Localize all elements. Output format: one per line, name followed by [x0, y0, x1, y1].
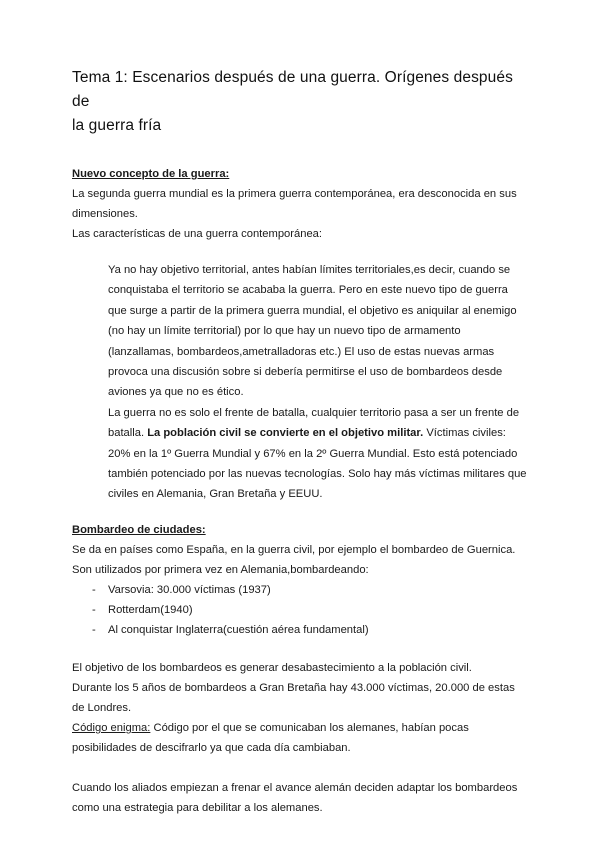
dash-bullet: - — [92, 603, 96, 616]
paragraph: Son utilizados por primera vez en Alemania,bombardeando: — [72, 563, 369, 576]
indented-paragraph — [108, 403, 528, 505]
bold-text: La población civil se convierte en el objetivo militar. — [147, 427, 424, 440]
paragraph: El objetivo de los bombardeos es generar desabastecimiento a la población civil. — [72, 661, 472, 674]
list-item — [92, 620, 528, 640]
paragraph: Cuando los aliados empiezan a frenar el avance alemán deciden adaptar los bombardeos como una estrategia para debilitar a los alemanes. — [72, 781, 518, 814]
list-item — [92, 600, 528, 620]
list-item-text: Al conquistar Inglaterra(cuestión aérea fundamental) — [108, 623, 369, 636]
paragraph: Las características de una guerra contemporánea: — [72, 228, 322, 240]
paragraph: La segunda guerra mundial es la primera guerra contemporánea, era desconocida en sus dimensiones. — [72, 188, 517, 220]
page-title — [72, 66, 528, 138]
section-heading-bombardeo: Bombardeo de ciudades: — [72, 523, 206, 536]
text-run: Código por el que se comunicaban los alemanes, habían pocas posibilidades de descifrarlo ya que cada día cambiaban. — [72, 721, 469, 754]
dash-list — [72, 580, 528, 640]
title-line-1: Tema 1: Escenarios después de una guerra. Orígenes después de — [72, 69, 513, 110]
text-run: Víctimas civiles: 20% en la 1º Guerra Mundial y 67% en la 2º Guerra Mundial. Esto está potenciado también potenciado por las nuevas tecnologías. Solo hay más víctimas militares que civiles en Alemania, Gran Bretaña y EEUU. — [108, 427, 527, 501]
list-item-text: Varsovia: 30.000 víctimas (1937) — [108, 583, 271, 596]
section-heading-nuevo-concepto: Nuevo concepto de la guerra: — [72, 168, 230, 180]
paragraph: Durante los 5 años de bombardeos a Gran Bretaña hay 43.000 víctimas, 20.000 de estas de Londres. — [72, 681, 515, 714]
dash-bullet: - — [92, 583, 96, 596]
list-item — [92, 580, 528, 600]
list-item-text: Rotterdam(1940) — [108, 603, 193, 616]
text-run: La guerra no es solo el frente de batalla, cualquier territorio pasa a ser un frente de batalla. — [108, 406, 520, 440]
dash-bullet: - — [92, 623, 96, 636]
paragraph — [72, 718, 528, 758]
underlined-term: Código enigma: — [72, 721, 151, 734]
indented-paragraph: Ya no hay objetivo territorial, antes habían límites territoriales,es decir, cuando se conquistaba el territorio se acababa la guerra. Pero en este nuevo tipo de guerra que surge a partir de la primera guerra mundial, el objetivo es aniquilar al enemigo (no hay un límite territorial) por lo que hay un nuevo tipo de armamento (lanzallamas, bombardeos,ametralladoras etc.) El uso de estas nuevas armas provoca una discusión sobre si debería permitirse el uso de bombardeos desde aviones ya que no es ético. — [108, 264, 517, 399]
title-line-2: la guerra fría — [72, 117, 162, 134]
paragraph: Se da en países como España, en la guerra civil, por ejemplo el bombardeo de Guernica. — [72, 543, 516, 556]
indented-block — [72, 260, 528, 505]
